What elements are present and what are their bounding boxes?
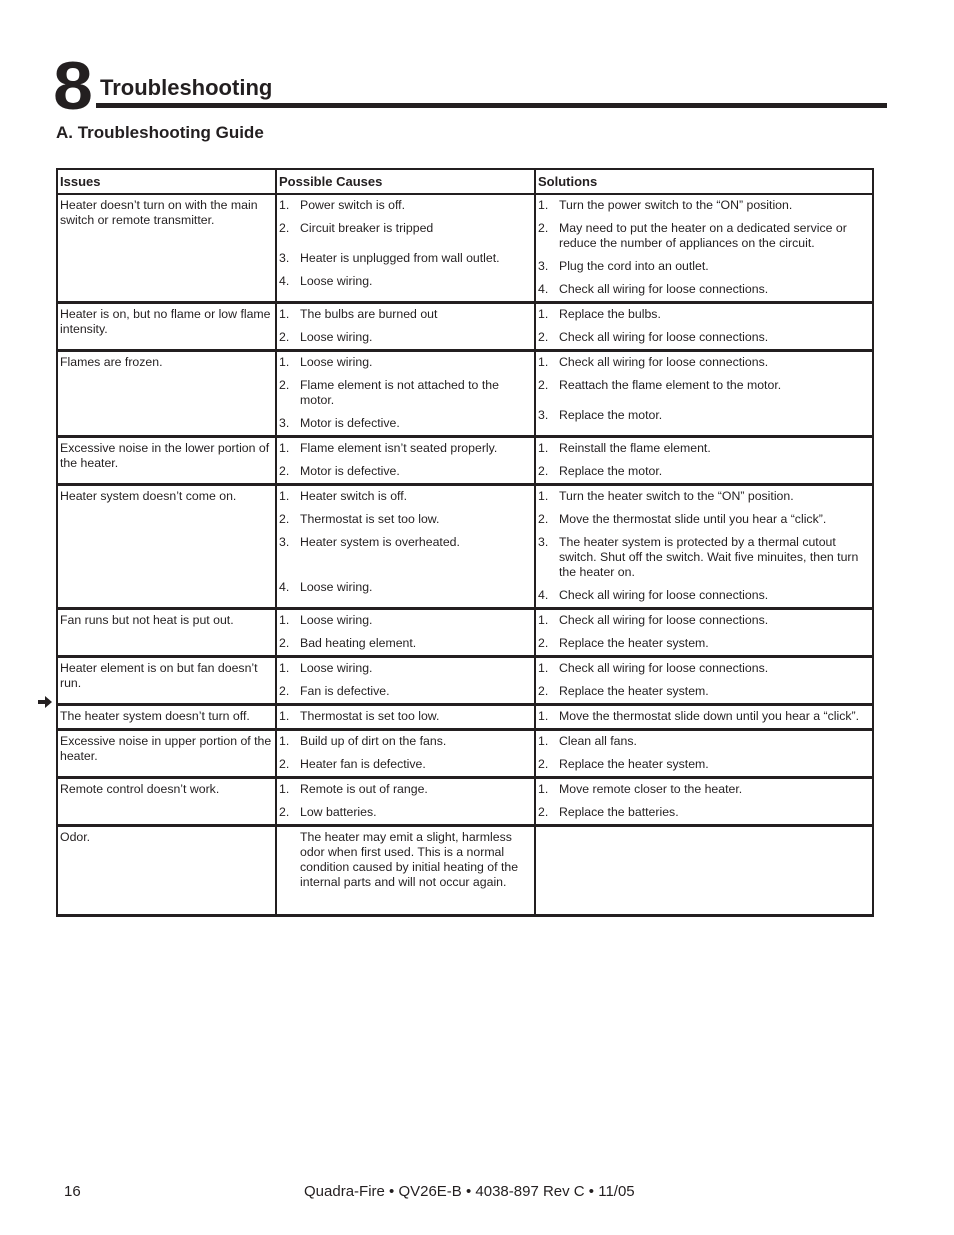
list-item — [279, 441, 532, 456]
causes-cell — [276, 705, 535, 730]
item-number: 2. — [279, 330, 290, 344]
list-item — [538, 588, 870, 603]
list-item — [538, 259, 870, 274]
solutions-cell — [535, 609, 873, 657]
causes-cell — [276, 778, 535, 826]
chapter-title: Troubleshooting — [100, 75, 273, 100]
list-item — [279, 378, 532, 408]
list-item — [538, 684, 870, 699]
list-item — [538, 782, 870, 797]
item-text: Heater is unplugged from wall outlet. — [300, 251, 500, 265]
item-text: The bulbs are burned out — [300, 307, 438, 321]
chapter-number: 8 — [53, 48, 93, 124]
item-text: Check all wiring for loose connections. — [559, 355, 769, 369]
item-number: 1. — [279, 441, 290, 455]
item-number: 2. — [279, 757, 290, 771]
item-text: Turn the power switch to the “ON” position. — [559, 198, 793, 212]
item-text: Motor is defective. — [300, 416, 400, 430]
item-number: 1. — [279, 782, 290, 796]
item-text: Remote is out of range. — [300, 782, 428, 796]
table-row — [57, 609, 873, 657]
item-text: Check all wiring for loose connections. — [559, 613, 769, 627]
item-number: 3. — [538, 535, 549, 549]
list-item — [538, 805, 870, 820]
list-item — [538, 535, 870, 580]
item-text: Replace the motor. — [559, 464, 663, 478]
item-number: 1. — [538, 661, 549, 675]
item-number: 1. — [538, 355, 549, 369]
list-item — [538, 709, 870, 724]
table-row — [57, 657, 873, 705]
item-text: Loose wiring. — [300, 580, 373, 594]
item-number: 1. — [279, 661, 290, 675]
item-number: 2. — [538, 684, 549, 698]
issue-cell: Heater element is on but fan doesn’t run. — [57, 657, 276, 705]
list-item — [279, 805, 532, 820]
list-item — [279, 274, 532, 289]
item-number: 2. — [538, 378, 549, 392]
item-number: 1. — [538, 613, 549, 627]
item-text: Check all wiring for loose connections. — [559, 588, 769, 602]
item-text: Replace the heater system. — [559, 684, 709, 698]
causes-cell — [276, 485, 535, 609]
item-number: 2. — [279, 221, 290, 235]
item-text: Fan is defective. — [300, 684, 390, 698]
item-number: 2. — [279, 512, 290, 526]
causes-list — [279, 661, 532, 699]
solutions-list — [538, 734, 870, 772]
solutions-list — [538, 709, 870, 724]
page-number: 16 — [64, 1183, 81, 1200]
item-text: Thermostat is set too low. — [300, 709, 440, 723]
list-item — [538, 464, 870, 479]
solutions-list — [538, 355, 870, 423]
table-row — [57, 194, 873, 303]
item-number: 3. — [538, 259, 549, 273]
item-text: Flame element is not attached to the motor. — [300, 378, 499, 407]
item-text: Loose wiring. — [300, 661, 373, 675]
list-item — [279, 416, 532, 431]
item-number: 4. — [538, 588, 549, 602]
solutions-list — [538, 198, 870, 297]
item-text: Clean all fans. — [559, 734, 637, 748]
header-issues: Issues — [57, 169, 276, 194]
table-row — [57, 705, 873, 730]
item-text: Reinstall the flame element. — [559, 441, 711, 455]
list-item — [538, 734, 870, 749]
table-row — [57, 826, 873, 916]
header-solutions: Solutions — [535, 169, 873, 194]
causes-list — [279, 782, 532, 820]
list-item — [279, 221, 532, 236]
list-item — [538, 378, 870, 393]
table-row — [57, 351, 873, 437]
causes-cell — [276, 303, 535, 351]
item-number: 1. — [279, 613, 290, 627]
causes-list — [279, 709, 532, 724]
item-text: Replace the bulbs. — [559, 307, 661, 321]
list-item — [538, 408, 870, 423]
solutions-list — [538, 782, 870, 820]
list-item — [279, 613, 532, 628]
item-number: 3. — [279, 535, 290, 549]
issue-cell: Odor. — [57, 826, 276, 916]
item-number: 1. — [279, 709, 290, 723]
list-item — [538, 221, 870, 251]
list-item — [538, 613, 870, 628]
causes-list — [279, 355, 532, 431]
item-text: Plug the cord into an outlet. — [559, 259, 709, 273]
item-text: Replace the heater system. — [559, 636, 709, 650]
issue-cell: Excessive noise in upper portion of the heater. — [57, 730, 276, 778]
item-text: Loose wiring. — [300, 355, 373, 369]
causes-cell — [276, 437, 535, 485]
list-item — [279, 782, 532, 797]
item-number: 1. — [538, 307, 549, 321]
header-possible-causes: Possible Causes — [276, 169, 535, 194]
solutions-list — [538, 307, 870, 345]
item-number: 2. — [538, 636, 549, 650]
solutions-cell — [535, 194, 873, 303]
list-item — [538, 489, 870, 504]
item-text: Check all wiring for loose connections. — [559, 282, 769, 296]
list-item — [279, 734, 532, 749]
issue-cell: Heater doesn’t turn on with the main switch or remote transmitter. — [57, 194, 276, 303]
item-number: 3. — [279, 251, 290, 265]
causes-cell — [276, 194, 535, 303]
item-number: 1. — [279, 198, 290, 212]
item-text: Heater fan is defective. — [300, 757, 426, 771]
item-number: 2. — [538, 757, 549, 771]
item-text: Power switch is off. — [300, 198, 406, 212]
item-number: 2. — [538, 330, 549, 344]
issue-cell: Flames are frozen. — [57, 351, 276, 437]
table-row — [57, 303, 873, 351]
solutions-list — [538, 489, 870, 603]
item-text: Loose wiring. — [300, 330, 373, 344]
causes-list — [279, 489, 532, 595]
issue-cell: Heater system doesn’t come on. — [57, 485, 276, 609]
solutions-cell — [535, 778, 873, 826]
issue-cell: The heater system doesn’t turn off. — [57, 705, 276, 730]
causes-list — [279, 307, 532, 345]
solutions-cell — [535, 351, 873, 437]
list-item — [279, 830, 532, 890]
item-number: 1. — [538, 782, 549, 796]
item-number: 4. — [538, 282, 549, 296]
table-header-row — [57, 169, 873, 194]
list-item — [538, 661, 870, 676]
item-number: 2. — [279, 378, 290, 392]
list-item — [279, 355, 532, 370]
causes-cell — [276, 826, 535, 916]
list-item — [279, 684, 532, 699]
list-item — [279, 709, 532, 724]
table-row — [57, 485, 873, 609]
solutions-cell — [535, 826, 873, 916]
list-item — [279, 757, 532, 772]
causes-list — [279, 613, 532, 651]
item-number: 1. — [538, 198, 549, 212]
item-number: 1. — [279, 489, 290, 503]
item-text: Move remote closer to the heater. — [559, 782, 743, 796]
list-item — [538, 512, 870, 527]
list-item — [279, 661, 532, 676]
causes-list — [279, 441, 532, 479]
list-item — [538, 330, 870, 345]
right-arrow-icon — [38, 696, 52, 708]
item-number: 4. — [279, 274, 290, 288]
item-text: Loose wiring. — [300, 613, 373, 627]
item-number: 1. — [279, 355, 290, 369]
item-number: 2. — [279, 805, 290, 819]
list-item — [538, 757, 870, 772]
list-item — [279, 489, 532, 504]
document-id: Quadra-Fire • QV26E-B • 4038-897 Rev C • 11/05 — [304, 1183, 635, 1200]
item-text: Loose wiring. — [300, 274, 373, 288]
item-text: Circuit breaker is tripped — [300, 221, 434, 235]
list-item — [279, 580, 532, 595]
solutions-cell — [535, 303, 873, 351]
list-item — [279, 198, 532, 213]
solutions-list — [538, 661, 870, 699]
item-number: 3. — [538, 408, 549, 422]
list-item — [538, 198, 870, 213]
troubleshooting-table — [56, 168, 874, 917]
list-item — [279, 330, 532, 345]
item-number: 1. — [538, 489, 549, 503]
title-rule — [96, 103, 887, 108]
item-text: Replace the heater system. — [559, 757, 709, 771]
item-number: 2. — [279, 636, 290, 650]
list-item — [279, 307, 532, 322]
item-text: Check all wiring for loose connections. — [559, 330, 769, 344]
list-item — [538, 636, 870, 651]
causes-cell — [276, 657, 535, 705]
list-item — [279, 535, 532, 550]
item-text: Build up of dirt on the fans. — [300, 734, 447, 748]
list-item — [279, 636, 532, 651]
item-text: Move the thermostat slide until you hear a “click”. — [559, 512, 827, 526]
solutions-list — [538, 441, 870, 479]
causes-cell — [276, 609, 535, 657]
item-text: Turn the heater switch to the “ON” position. — [559, 489, 794, 503]
issue-cell: Heater is on, but no flame or low flame intensity. — [57, 303, 276, 351]
item-text: Move the thermostat slide down until you hear a “click”. — [559, 709, 860, 723]
causes-list — [279, 830, 532, 890]
solutions-cell — [535, 730, 873, 778]
issue-cell: Excessive noise in the lower portion of the heater. — [57, 437, 276, 485]
item-number: 1. — [279, 307, 290, 321]
item-text: Heater switch is off. — [300, 489, 408, 503]
item-text: Low batteries. — [300, 805, 377, 819]
item-number: 4. — [279, 580, 290, 594]
causes-cell — [276, 730, 535, 778]
issue-cell: Remote control doesn’t work. — [57, 778, 276, 826]
list-item — [538, 441, 870, 456]
solutions-cell — [535, 705, 873, 730]
causes-cell — [276, 351, 535, 437]
solutions-list — [538, 613, 870, 651]
item-text: Replace the batteries. — [559, 805, 679, 819]
item-number: 2. — [538, 464, 549, 478]
section-title: A. Troubleshooting Guide — [56, 123, 264, 142]
item-number: 2. — [538, 512, 549, 526]
item-number: 2. — [279, 684, 290, 698]
list-item — [279, 251, 532, 266]
item-number: 1. — [279, 734, 290, 748]
item-number: 3. — [279, 416, 290, 430]
list-item — [538, 282, 870, 297]
issue-cell: Fan runs but not heat is put out. — [57, 609, 276, 657]
table-row — [57, 730, 873, 778]
item-number: 2. — [279, 464, 290, 478]
list-item — [538, 355, 870, 370]
list-item — [279, 512, 532, 527]
item-text: Replace the motor. — [559, 408, 663, 422]
item-text: The heater system is protected by a thermal cutout switch. Shut off the switch. Wait five minuites, then turn the heater on. — [559, 535, 859, 579]
causes-list — [279, 734, 532, 772]
item-text: Reattach the flame element to the motor. — [559, 378, 782, 392]
list-item — [279, 464, 532, 479]
item-number: 1. — [538, 734, 549, 748]
table-row — [57, 778, 873, 826]
item-text: Flame element isn’t seated properly. — [300, 441, 498, 455]
table-row — [57, 437, 873, 485]
item-text: Bad heating element. — [300, 636, 417, 650]
item-text: May need to put the heater on a dedicated service or reduce the number of appliances on the circuit. — [559, 221, 847, 250]
solutions-cell — [535, 437, 873, 485]
solutions-cell — [535, 657, 873, 705]
item-text: Heater system is overheated. — [300, 535, 460, 549]
solutions-cell — [535, 485, 873, 609]
causes-list — [279, 198, 532, 289]
item-number: 2. — [538, 805, 549, 819]
item-text: Motor is defective. — [300, 464, 400, 478]
item-text: Thermostat is set too low. — [300, 512, 440, 526]
item-text: The heater may emit a slight, harmless odor when first used. This is a normal condition caused by initial heating of the internal parts and will not occur again. — [300, 830, 519, 889]
item-text: Check all wiring for loose connections. — [559, 661, 769, 675]
item-number: 1. — [538, 441, 549, 455]
list-item — [538, 307, 870, 322]
item-number: 1. — [538, 709, 549, 723]
item-number: 2. — [538, 221, 549, 235]
